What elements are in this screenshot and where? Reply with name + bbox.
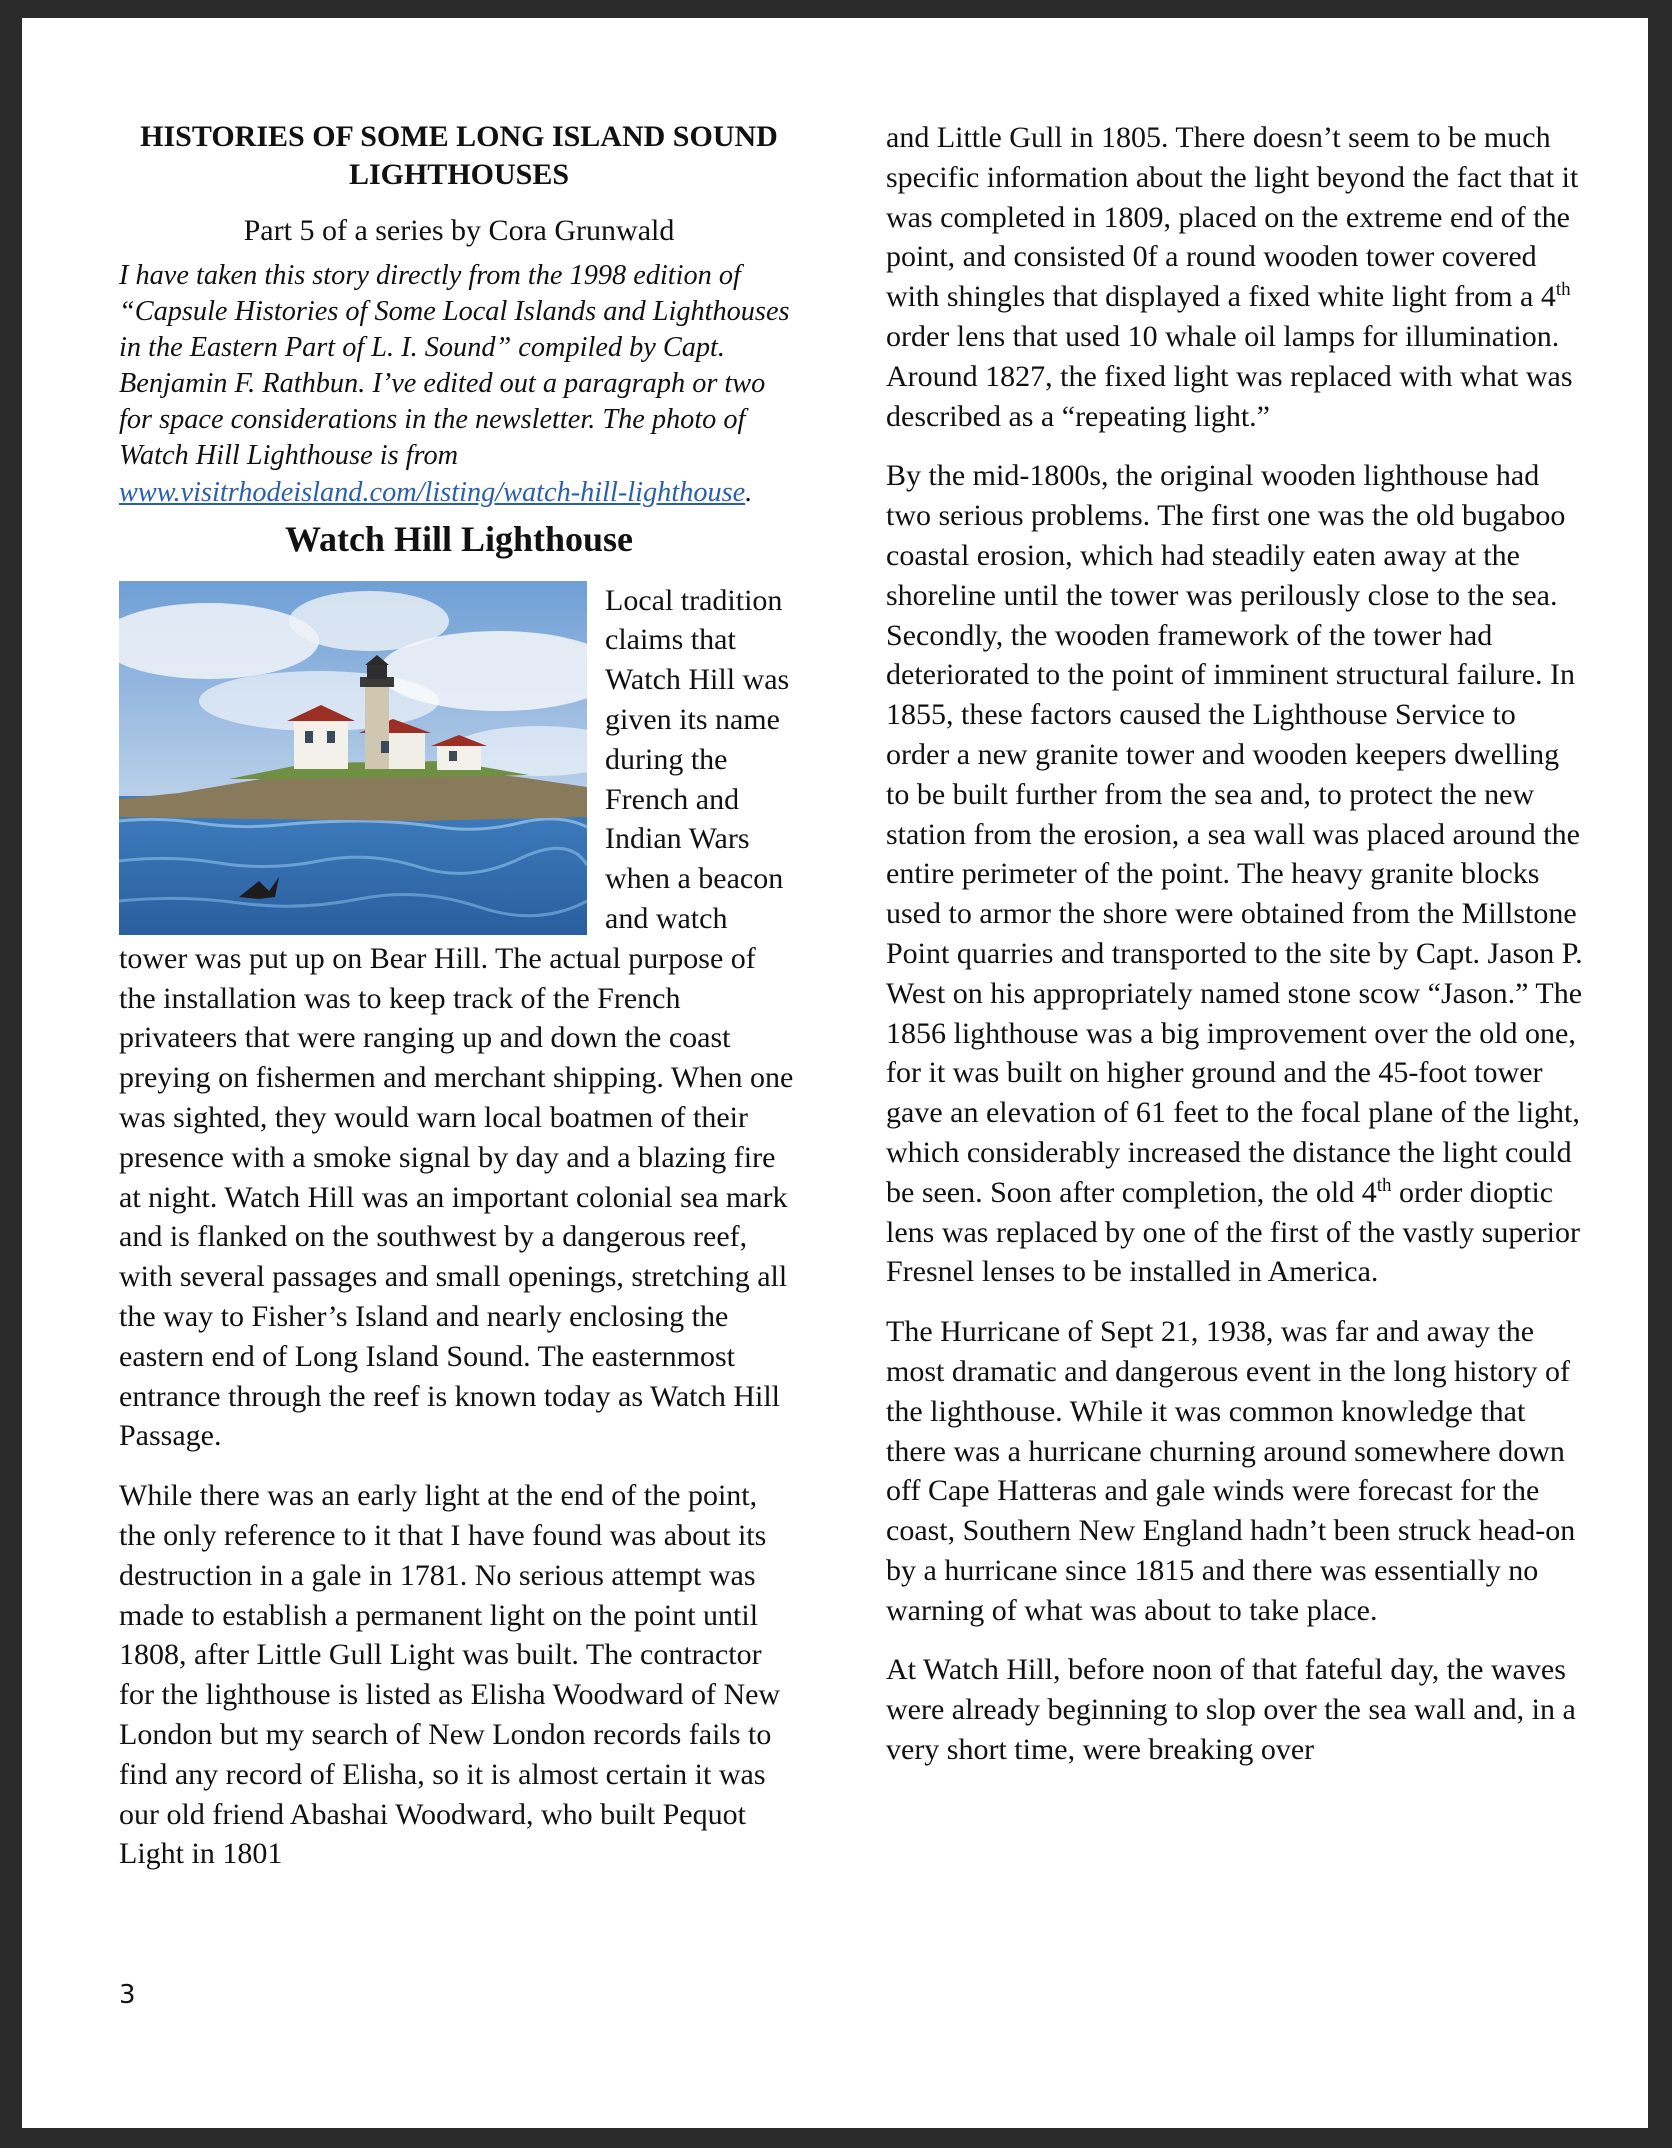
byline: Part 5 of a series by Cora Grunwald <box>243 214 675 247</box>
left-column <box>119 118 799 1894</box>
paragraph: While there was an early light at the end of the point, the only reference to it that I have found was about its destruction in a gale in 1781. No serious attempt was made to establish a permanent light on the point until 1808, after Little Gull Light was built. The contractor for the lighthouse is listed as Elisha Woodward of New London but my search of New London records fails to find any record of Elisha, so it is almost certain it was our old friend Abashai Woodward, who built Pequot Light in 1801 <box>119 1479 781 1871</box>
paragraph <box>886 118 1586 436</box>
paragraph: The Hurricane of Sept 21, 1938, was far and away the most dramatic and dangerous event in the long history of the lighthouse. While it was common knowledge that there was a hurricane churning around somewhere down off Cape Hatteras and gale winds were forecast for the coast, Southern New England hadn’t been struck head-on by a hurricane since 1815 and there was essentially no warning of what was about to take place. <box>886 1315 1576 1627</box>
lighthouse-photo <box>119 581 587 935</box>
source-link[interactable]: www.visitrhodeisland.com/listing/watch-hill-lighthouse <box>119 476 746 508</box>
paragraph <box>886 456 1586 1292</box>
paragraph: Local tradition claims that Watch Hill was given its name during the French and Indian Wars when a beacon and watch tower was put up on Bear Hill. The actual purpose of the installation was to keep track of the French privateers that were ranging up and down the coast preying on fishermen and merchant shipping. When one was sighted, they would warn local boatmen of their presence with a smoke signal by day and a blazing fire at night. Watch Hill was an important colonial sea mark and is flanked on the southwest by a dangerous reef, with several passages and small openings, stretching all the way to Fisher’s Island and nearly enclosing the eastern end of Long Island Sound. The easternmost entrance through the reef is known today as Watch Hill Passage. <box>119 583 794 1453</box>
intro-note <box>119 258 799 511</box>
section-heading: Watch Hill Lighthouse <box>284 518 634 559</box>
text-run: and Little Gull in 1805. There doesn’t seem to be much specific information about the light beyond the fact that it was completed in 1809, placed on the extreme end of the point, and consisted 0f a round wooden tower covered with shingles that displayed a fixed white light from a 4 <box>886 121 1579 314</box>
document-page <box>22 18 1648 2128</box>
right-column <box>886 118 1586 1790</box>
paragraph: At Watch Hill, before noon of that fateful day, the waves were already beginning to slop over the sea wall and, in a very short time, were breaking over <box>886 1653 1576 1767</box>
intro-end: . <box>745 476 753 508</box>
page-number: 3 <box>119 1980 136 2010</box>
article-title: HISTORIES OF SOME LONG ISLAND SOUND LIGHTHOUSES <box>140 120 778 191</box>
ordinal-suffix: th <box>1555 279 1571 301</box>
intro-text: I have taken this story directly from the 1998 edition of “Capsule Histories of Some Local Islands and Lighthouses in the Eastern Part of L. I. Sound” compiled by Capt. Benjamin F. Rathbun. I’ve edited out a paragraph or two for space considerations in the newsletter. The photo of Watch Hill Lighthouse is from <box>119 260 790 472</box>
text-run: order lens that used 10 whale oil lamps for illumination. Around 1827, the fixed light was replaced with what was described as a “repeating light.” <box>886 319 1573 433</box>
ordinal-suffix: th <box>1376 1174 1392 1196</box>
text-run: By the mid-1800s, the original wooden lighthouse had two serious problems. The first one was the old bugaboo coastal erosion, which had steadily eaten away at the shoreline until the tower was perilously close to the sea. Secondly, the wooden framework of the tower had deteriorated to the point of imminent structural failure. In 1855, these factors caused the Lighthouse Service to order a new granite tower and wooden keepers dwelling to be built further from the sea and, to protect the new station from the erosion, a sea wall was placed around the entire perimeter of the point. The heavy granite blocks used to armor the shore were obtained from the Millstone Point quarries and transported to the site by Capt. Jason P. West on his appropriately named stone scow “Jason.” The 1856 lighthouse was a big improvement over the old one, for it was built on higher ground and the 45-foot tower gave an elevation of 61 feet to the focal plane of the light, which considerably increased the distance the light could be seen. Soon after completion, the old 4 <box>886 459 1583 1209</box>
text-run: order dioptic lens was replaced by one of the first of the vastly superior Fresnel lenses to be installed in America. <box>886 1175 1580 1289</box>
